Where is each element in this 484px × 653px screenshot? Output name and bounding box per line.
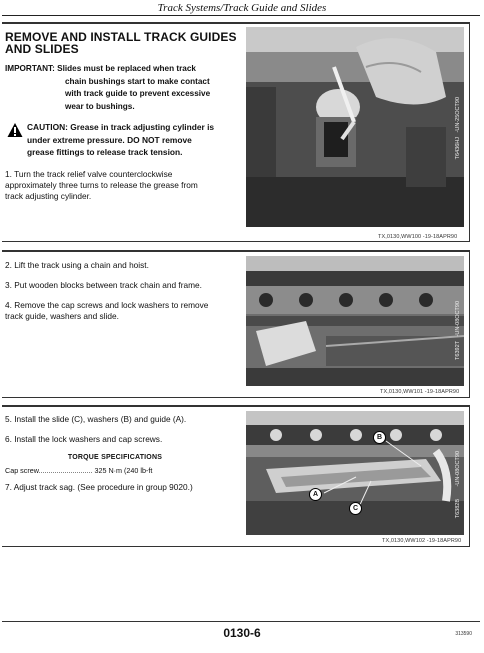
important-text-line3: with track guide to prevent excessive: [65, 89, 211, 98]
step-4-line1: 4. Remove the cap screws and lock washers to remove: [5, 300, 209, 310]
section-reference-code: TX,0130,WW102 -19-18APR90: [382, 538, 462, 544]
section1-text: [5, 31, 237, 202]
section2-text: [5, 260, 237, 322]
section-reference-code: TX,0130,WW100 -19-18APR90: [378, 234, 458, 240]
photo-relief-valve: [246, 27, 464, 227]
step-3: 3. Put wooden blocks between track chain and frame.: [5, 280, 202, 290]
warning-triangle-icon: [7, 122, 23, 138]
step-1-line2: approximately three turns to release the grease from: [5, 179, 198, 190]
torque-spec-row: [5, 466, 237, 476]
step-1-line1: 1. Turn the track relief valve counterclockwise: [5, 168, 173, 179]
photo-side-code: T6382B: [455, 499, 461, 519]
torque-value: 325 N·m (240 lb-ft: [94, 466, 153, 475]
step-4-line2: track guide, washers and slide.: [5, 311, 119, 321]
callout-a: A: [309, 488, 322, 501]
section-reference-code: TX,0130,WW101 -19-18APR90: [380, 389, 460, 395]
step-5: 5. Install the slide (C), washers (B) and guide (A).: [5, 414, 187, 424]
photo-slide-guide-install: [246, 411, 464, 535]
footer-rule: [2, 621, 480, 622]
corner-code: 313590: [455, 631, 472, 637]
relief-valve-photo-image: [246, 27, 464, 227]
lifted-track-photo-image: [246, 256, 464, 386]
caution-note: [5, 121, 237, 159]
caution-text-line1: CAUTION: Grease in track adjusting cylinder is: [27, 122, 215, 132]
photo-side-code-date: -UN-08OCT90: [455, 301, 461, 337]
step-6: 6. Install the lock washers and cap screws.: [5, 434, 163, 444]
page-number: 0130-6: [223, 626, 261, 640]
photo-side-code-date: -UN-08OCT90: [455, 451, 461, 487]
torque-specifications-heading: TORQUE SPECIFICATIONS: [67, 454, 163, 461]
section3-text: [5, 414, 237, 493]
section-heading-line2: AND SLIDES: [5, 42, 79, 56]
page-header-title: Track Systems/Track Guide and Slides: [157, 2, 327, 14]
caution-text-line3: grease fittings to release track tension.: [27, 147, 183, 157]
photo-side-code: T6392T: [455, 341, 461, 360]
caution-text-line2: under extreme pressure. DO NOT remove: [27, 134, 192, 145]
important-text-line1: Slides must be replaced when track: [57, 64, 196, 73]
important-note: [5, 63, 237, 113]
torque-leader: ...........................: [38, 466, 93, 475]
step-1: [5, 169, 237, 202]
step-1-line3: track adjusting cylinder.: [5, 190, 92, 201]
callout-b: B: [373, 431, 386, 444]
photo-lifted-track: [246, 256, 464, 386]
callout-c: C: [349, 502, 362, 515]
step-7: 7. Adjust track sag. (See procedure in group 9020.): [5, 482, 193, 492]
torque-item: Cap screw: [5, 466, 39, 475]
step-4: [5, 300, 237, 322]
header-rule: [2, 15, 480, 16]
slide-guide-photo-image: [246, 411, 464, 535]
section-heading: REMOVE AND INSTALL TRACK GUIDES: [5, 30, 237, 44]
photo-side-code: T6436HJ: [455, 137, 461, 160]
important-text-line4: wear to bushings.: [65, 101, 135, 111]
step-2: 2. Lift the track using a chain and hoist.: [5, 260, 149, 270]
important-text-line2: chain bushings start to make contact: [65, 76, 210, 86]
photo-side-code-date: -UN-25OCT90: [455, 97, 461, 133]
important-label: IMPORTANT:: [5, 64, 55, 73]
